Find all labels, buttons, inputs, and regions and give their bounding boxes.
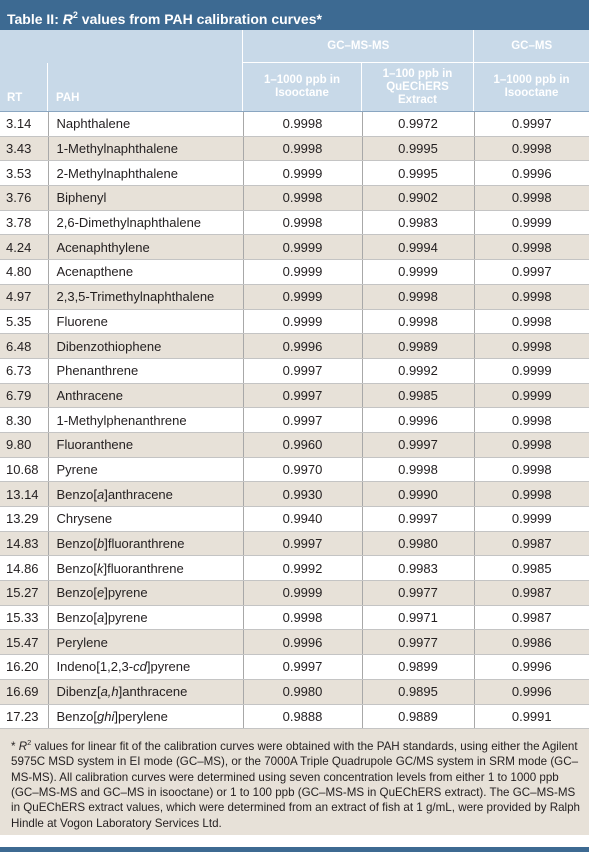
cell-rt: 4.24 <box>0 235 48 260</box>
cell-gcmsms-isooctane: 0.9888 <box>243 704 362 729</box>
table-row <box>0 309 589 334</box>
cell-pah <box>48 186 243 211</box>
cell-gcmsms-isooctane: 0.9999 <box>243 284 362 309</box>
pah-name-part: ]fluoranthrene <box>103 560 184 576</box>
footnote-star: * <box>11 740 19 754</box>
pah-name-part: a <box>96 610 105 626</box>
pah-name-part: ]pyrene <box>146 659 191 675</box>
pah-name-part: Pyrene <box>56 461 98 477</box>
cell-gcmsms-isooctane: 0.9997 <box>243 408 362 433</box>
cell-gcms-isooctane: 0.9985 <box>474 556 589 581</box>
table-row <box>0 383 589 408</box>
cell-gcms-isooctane: 0.9998 <box>474 482 589 507</box>
cell-pah <box>48 679 243 704</box>
cell-rt: 3.14 <box>0 112 48 136</box>
cell-gcmsms-isooctane: 0.9996 <box>243 334 362 359</box>
cell-rt: 3.76 <box>0 186 48 211</box>
cell-gcms-isooctane: 0.9991 <box>474 704 589 729</box>
pah-name-part: ghi <box>96 708 115 724</box>
cell-rt: 16.69 <box>0 679 48 704</box>
cell-gcms-isooctane: 0.9999 <box>474 210 589 235</box>
cell-gcmsms-isooctane: 0.9997 <box>243 383 362 408</box>
title-rest: values from PAH calibration curves* <box>77 11 322 27</box>
pah-name-part: Benzo[ <box>56 708 97 724</box>
cell-gcmsms-isooctane: 0.9999 <box>243 309 362 334</box>
cell-rt: 8.30 <box>0 408 48 433</box>
cell-pah <box>48 482 243 507</box>
cell-gcms-isooctane: 0.9996 <box>474 679 589 704</box>
cell-pah <box>48 704 243 729</box>
footnote-sup: 2 <box>27 738 32 748</box>
cell-pah <box>48 581 243 606</box>
cell-rt: 6.48 <box>0 334 48 359</box>
cell-gcms-isooctane: 0.9998 <box>474 334 589 359</box>
table-header <box>0 30 589 112</box>
cell-gcmsms-isooctane: 0.9980 <box>243 679 362 704</box>
cell-pah <box>48 260 243 285</box>
pah-name-part: Acenapthene <box>56 264 134 280</box>
cell-gcmsms-isooctane: 0.9930 <box>243 482 362 507</box>
pah-name-part: Chrysene <box>56 511 113 527</box>
cell-gcmsms-isooctane: 0.9996 <box>243 630 362 655</box>
pah-name-part: ]pyrene <box>104 610 148 626</box>
cell-pah <box>48 457 243 482</box>
cell-gcms-isooctane: 0.9999 <box>474 383 589 408</box>
cell-gcmsms-quechers: 0.9990 <box>362 482 474 507</box>
cell-gcmsms-isooctane: 0.9998 <box>243 136 362 161</box>
table-row <box>0 334 589 359</box>
pah-name-part: Dibenz[ <box>56 684 101 700</box>
table-row <box>0 284 589 309</box>
cell-gcmsms-quechers: 0.9989 <box>362 334 474 359</box>
table-row <box>0 655 589 680</box>
table-row <box>0 457 589 482</box>
table-row <box>0 679 589 704</box>
pah-name-part: a,h <box>100 684 119 700</box>
cell-rt: 10.68 <box>0 457 48 482</box>
cell-rt: 15.33 <box>0 605 48 630</box>
cell-rt: 3.78 <box>0 210 48 235</box>
cell-gcmsms-isooctane: 0.9997 <box>243 655 362 680</box>
cell-gcms-isooctane: 0.9998 <box>474 432 589 457</box>
cell-pah <box>48 655 243 680</box>
cell-pah <box>48 334 243 359</box>
cell-pah <box>48 556 243 581</box>
table-row <box>0 507 589 532</box>
cell-rt: 3.53 <box>0 161 48 186</box>
cell-gcms-isooctane: 0.9998 <box>474 235 589 260</box>
cell-gcmsms-isooctane: 0.9998 <box>243 112 362 136</box>
column-header-gcmsms-isooctane: 1–1000 ppb in Isooctane <box>243 63 362 111</box>
pah-name-part: a <box>96 486 105 502</box>
table-title <box>0 0 589 30</box>
cell-gcmsms-quechers: 0.9995 <box>362 136 474 161</box>
pah-name-part: 2,6-Dimethylnaphthalene <box>56 215 202 231</box>
cell-gcmsms-quechers: 0.9998 <box>362 284 474 309</box>
cell-gcmsms-quechers: 0.9997 <box>362 432 474 457</box>
cell-rt: 16.20 <box>0 655 48 680</box>
cell-gcms-isooctane: 0.9998 <box>474 309 589 334</box>
cell-gcmsms-isooctane: 0.9999 <box>243 260 362 285</box>
pah-name-part: b <box>96 536 105 552</box>
cell-rt: 15.27 <box>0 581 48 606</box>
pah-name-part: cd <box>133 659 147 675</box>
cell-gcmsms-isooctane: 0.9997 <box>243 358 362 383</box>
table-row <box>0 605 589 630</box>
cell-gcmsms-quechers: 0.9996 <box>362 408 474 433</box>
table-row <box>0 408 589 433</box>
pah-name-part: Phenanthrene <box>56 363 139 379</box>
pah-name-part: 1-Methylphenanthrene <box>56 412 187 428</box>
pah-name-part: 2-Methylnaphthalene <box>56 165 178 181</box>
cell-gcmsms-quechers: 0.9985 <box>362 383 474 408</box>
pah-name-part: Anthracene <box>56 387 123 403</box>
pah-name-part: 1-Methylnaphthalene <box>56 141 178 157</box>
group-header-gcms: GC–MS <box>474 30 589 63</box>
cell-gcmsms-quechers: 0.9971 <box>362 605 474 630</box>
bottom-rule <box>0 847 589 852</box>
cell-gcms-isooctane: 0.9987 <box>474 605 589 630</box>
footnote-r: R <box>18 740 28 754</box>
table-row <box>0 482 589 507</box>
table-row <box>0 112 589 136</box>
cell-rt: 6.79 <box>0 383 48 408</box>
pah-name-part: e <box>96 585 105 601</box>
cell-gcms-isooctane: 0.9998 <box>474 284 589 309</box>
table-row <box>0 161 589 186</box>
cell-rt: 4.97 <box>0 284 48 309</box>
cell-gcmsms-quechers: 0.9983 <box>362 210 474 235</box>
table-row <box>0 260 589 285</box>
pah-name-part: ]perylene <box>114 708 168 724</box>
cell-pah <box>48 136 243 161</box>
cell-gcmsms-isooctane: 0.9992 <box>243 556 362 581</box>
cell-gcms-isooctane: 0.9999 <box>474 358 589 383</box>
header-group-row <box>0 30 589 63</box>
cell-rt: 14.86 <box>0 556 48 581</box>
pah-name-part: Benzo[ <box>56 585 97 601</box>
cell-gcms-isooctane: 0.9998 <box>474 136 589 161</box>
pah-name-part: Naphthalene <box>56 116 131 132</box>
cell-gcms-isooctane: 0.9986 <box>474 630 589 655</box>
cell-pah <box>48 112 243 136</box>
pah-name-part: ]anthracene <box>118 684 188 700</box>
cell-pah <box>48 507 243 532</box>
cell-rt: 4.80 <box>0 260 48 285</box>
column-header-gcmsms-quechers: 1–100 ppb in QuEChERS Extract <box>362 63 474 111</box>
cell-pah <box>48 284 243 309</box>
cell-gcmsms-isooctane: 0.9999 <box>243 161 362 186</box>
pah-name-part: ]fluoranthrene <box>104 536 185 552</box>
column-header-pah: PAH <box>56 92 80 104</box>
pah-name-part: Perylene <box>56 634 108 650</box>
cell-gcms-isooctane: 0.9998 <box>474 186 589 211</box>
cell-gcms-isooctane: 0.9987 <box>474 581 589 606</box>
footnote-text: values for linear fit of the calibration curves were obtained with the PAH standards, using either the Agilent 5975C MSD system in EI mode (GC–MS), or the 7000A Triple Quadrupole GC/MS system in SRM mode (GC–MS-MS). All calibration curves were determined using seven concentration levels from either 1 to 1000 ppb (GC–MS-MS and GC–MS in isooctane) or 1 to 100 ppb (GC–MS-MS in QuEChERS extract). The GC–MS-MS in QuEChERS extract values, which were determined from an extract of fish at 1 g/mL, were provided by Ralph Hindle at Vogon Laboratory Services Ltd. <box>11 740 580 830</box>
table-body <box>0 112 589 729</box>
cell-rt: 13.29 <box>0 507 48 532</box>
cell-gcmsms-quechers: 0.9997 <box>362 507 474 532</box>
cell-gcmsms-isooctane: 0.9998 <box>243 210 362 235</box>
cell-gcmsms-isooctane: 0.9998 <box>243 186 362 211</box>
cell-gcmsms-isooctane: 0.9999 <box>243 235 362 260</box>
cell-gcmsms-quechers: 0.9977 <box>362 581 474 606</box>
cell-gcms-isooctane: 0.9996 <box>474 655 589 680</box>
cell-gcmsms-quechers: 0.9999 <box>362 260 474 285</box>
pah-name-part: k <box>96 560 104 576</box>
pah-name-part: Biphenyl <box>56 190 107 206</box>
pah-name-part: Benzo[ <box>56 610 97 626</box>
cell-gcmsms-isooctane: 0.9999 <box>243 581 362 606</box>
cell-rt: 3.43 <box>0 136 48 161</box>
cell-gcmsms-isooctane: 0.9970 <box>243 457 362 482</box>
cell-gcms-isooctane: 0.9998 <box>474 408 589 433</box>
table-row <box>0 358 589 383</box>
cell-pah <box>48 309 243 334</box>
cell-gcms-isooctane: 0.9997 <box>474 260 589 285</box>
pah-name-part: ]pyrene <box>104 585 148 601</box>
pah-name-part: Indeno[1,2,3- <box>56 659 134 675</box>
cell-pah <box>48 630 243 655</box>
pah-name-part: 2,3,5-Trimethylnaphthalene <box>56 289 215 305</box>
cell-gcmsms-quechers: 0.9998 <box>362 457 474 482</box>
cell-pah <box>48 605 243 630</box>
cell-gcmsms-quechers: 0.9994 <box>362 235 474 260</box>
cell-gcmsms-quechers: 0.9983 <box>362 556 474 581</box>
cell-gcms-isooctane: 0.9998 <box>474 457 589 482</box>
cell-gcmsms-isooctane: 0.9960 <box>243 432 362 457</box>
cell-gcmsms-quechers: 0.9895 <box>362 679 474 704</box>
table-row <box>0 704 589 729</box>
cell-rt: 13.14 <box>0 482 48 507</box>
table-row <box>0 630 589 655</box>
cell-gcmsms-quechers: 0.9995 <box>362 161 474 186</box>
table-row <box>0 531 589 556</box>
cell-pah <box>48 383 243 408</box>
cell-pah <box>48 210 243 235</box>
title-r: R <box>62 11 73 27</box>
cell-gcmsms-isooctane: 0.9998 <box>243 605 362 630</box>
table-row <box>0 432 589 457</box>
title-label: Table II: <box>7 11 59 27</box>
column-header-gcms-isooctane: 1–1000 ppb in Isooctane <box>493 74 570 99</box>
table-row <box>0 581 589 606</box>
group-header-gcmsms: GC–MS-MS <box>243 30 474 63</box>
table-row <box>0 210 589 235</box>
header-column-row <box>0 63 589 111</box>
cell-rt: 14.83 <box>0 531 48 556</box>
cell-gcmsms-quechers: 0.9977 <box>362 630 474 655</box>
data-table <box>0 112 589 729</box>
pah-name-part: Benzo[ <box>56 560 97 576</box>
cell-gcmsms-quechers: 0.9899 <box>362 655 474 680</box>
cell-rt: 17.23 <box>0 704 48 729</box>
cell-gcmsms-quechers: 0.9998 <box>362 309 474 334</box>
cell-gcms-isooctane: 0.9997 <box>474 112 589 136</box>
cell-gcmsms-quechers: 0.9972 <box>362 112 474 136</box>
cell-pah <box>48 358 243 383</box>
cell-rt: 9.80 <box>0 432 48 457</box>
pah-name-part: Fluorene <box>56 313 108 329</box>
table-row <box>0 235 589 260</box>
cell-rt: 6.73 <box>0 358 48 383</box>
cell-gcmsms-isooctane: 0.9940 <box>243 507 362 532</box>
cell-gcmsms-quechers: 0.9889 <box>362 704 474 729</box>
table-row <box>0 136 589 161</box>
cell-gcmsms-quechers: 0.9992 <box>362 358 474 383</box>
cell-rt: 5.35 <box>0 309 48 334</box>
table-row <box>0 556 589 581</box>
pah-name-part: Fluoranthene <box>56 437 134 453</box>
column-header-rt: RT <box>7 92 23 104</box>
cell-pah <box>48 432 243 457</box>
cell-pah <box>48 235 243 260</box>
table-row <box>0 186 589 211</box>
cell-rt: 15.47 <box>0 630 48 655</box>
pah-name-part: Acenaphthylene <box>56 239 150 255</box>
cell-gcmsms-isooctane: 0.9997 <box>243 531 362 556</box>
title-sup: 2 <box>72 10 78 20</box>
cell-pah <box>48 161 243 186</box>
cell-gcms-isooctane: 0.9996 <box>474 161 589 186</box>
pah-name-part: ]anthracene <box>104 486 173 502</box>
cell-gcmsms-quechers: 0.9902 <box>362 186 474 211</box>
cell-gcmsms-quechers: 0.9980 <box>362 531 474 556</box>
cell-gcms-isooctane: 0.9987 <box>474 531 589 556</box>
cell-pah <box>48 408 243 433</box>
cell-pah <box>48 531 243 556</box>
cell-gcms-isooctane: 0.9999 <box>474 507 589 532</box>
pah-name-part: Benzo[ <box>56 486 97 502</box>
footnote <box>0 729 589 835</box>
pah-name-part: Dibenzothiophene <box>56 338 162 354</box>
pah-name-part: Benzo[ <box>56 536 97 552</box>
